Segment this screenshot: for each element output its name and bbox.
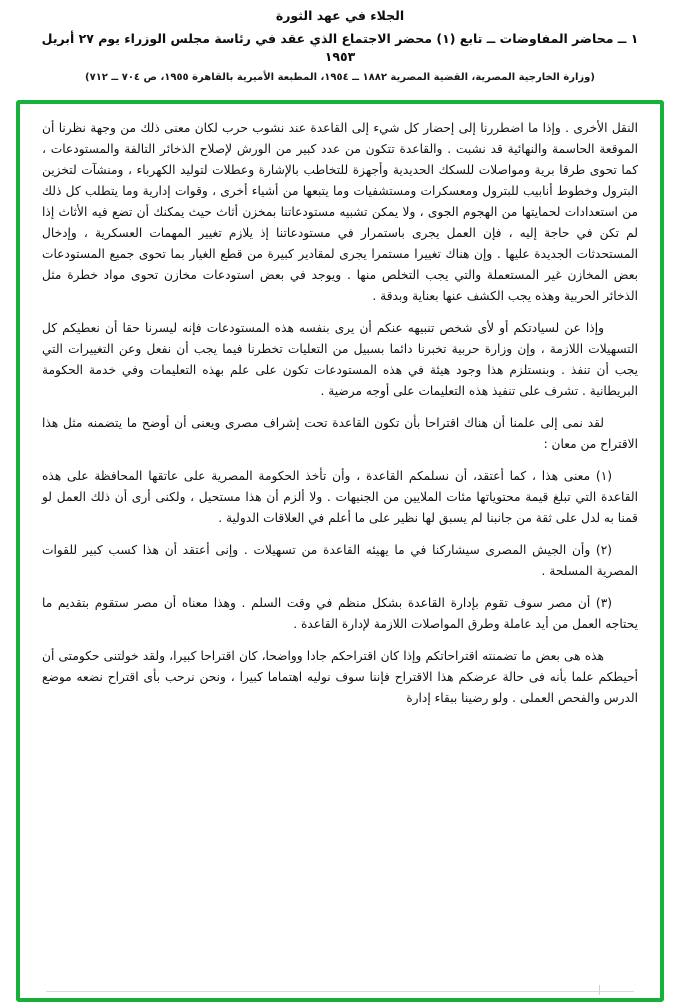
paragraph-2: وإذا عن لسيادتكم أو لأى شخص تنبيهه عنكم أن يرى بنفسه هذه المستودعات فإنه ليسرنا حقا أن نعطيكم كل التسهيلات اللازمة ، وإن وزارة حربية تخبرنا دائما بسبيل من التعليات تخطرنا فيما يجب أن نفعل وعن التغييرات التي يجب أن تنفذ . وبنستلزم هذا وجود هيئة في هذه المستودعات تكون على علم بهذه التعليمات وفي خدمة الحكومة البريطانية . تشرف على تنفيذ هذه التعليمات على أوجه مرضية .: [42, 320, 638, 398]
page-edge-tick: [599, 985, 600, 995]
page-bottom-divider: [46, 991, 634, 992]
green-highlight-frame: [16, 100, 664, 1002]
paragraph-4: هذه هى بعض ما تضمنته اقتراحاتكم وإذا كان اقتراحكم جادا وواضحا، كان اقتراحا كبيرا، ولقد خولتنى حكومتى أن أحيطكم علما بأنه فى حالة عرضكم هذا الاقتراح فإننا سوف نوليه اهتماما كبيرا ، ونحن نرحب بأى اقتراح نضعه موضع الدرس والفحص العملى . ولو رضينا ببقاء إدارة: [42, 648, 638, 705]
paragraph-item-2: (٢) وأن الجيش المصرى سيشاركنا في ما يهيئه القاعدة من تسهيلات . وإنى أعتقد أن هذا كسب كبير للقوات المصرية المسلحة .: [42, 542, 638, 578]
page-header: [0, 0, 680, 85]
page-title: الجلاء في عهد الثورة: [275, 8, 405, 23]
paragraph-3: لقد نمى إلى علمنا أن هناك اقتراحا بأن تكون القاعدة تحت إشراف مصرى ويعنى أن أوضح ما يتضمنه مثل هذا الاقتراح من معان :: [42, 415, 638, 451]
paragraph-1: النقل الأخرى . وإذا ما اضطررنا إلى إحضار كل شيء إلى القاعدة عند نشوب حرب لكان معنى ذلك من وجهة نظرنا أن الموقعة الحاسمة والنهائية قد نشبت . والقاعدة تتكون من عدد كبير من الورش لإصلاح الذخائر التالفة والمستودعات ، كما تحوى طرقا برية ومواصلات للسكك الحديدية وأجهزة للتخاطب بالإشارة وعطلات لتوليد الكهرباء ، ومنشآت لتخزين البترول وخطوط أنابيب للبترول ومعسكرات ومستشفيات وما يتبعها من أشياء أخرى ، وقوات إدارية وما يتطلب كل ذلك من استعدادات لحمايتها من الهجوم الجوى ، ولا يمكن تشبيه مستودعاتنا بمخزن أثاث حيث يمكنك أن تضع فيه الأثاث إذا لم تكن في حاجة إليه ، فإن العمل يجرى باستمرار في مستودعاتنا إذ يلازم تغيير المهمات العسكرية ، وإدخال المستحدثات الجديدة عليها . وإن هناك تغييرا مستمرا يجرى لمقادير كبيرة من قطع الغيار بما تحوى جميع المستودعات بعض المخازن غير المستعملة والتي يجب التخلص منها . ويوجد في بعض استودعات مخازن تحوى مواد خطرة مثل الذخائر الحربية وهذه يجب الكشف عنها بعناية وبدقة .: [42, 121, 638, 303]
document-body: [20, 104, 660, 998]
document-source-citation: (وزارة الخارجية المصرية، القضية المصرية ١٨٨٢ ــ ١٩٥٤، المطبعة الأميرية بالقاهرة ١٩٥٥، ص ٧٠٤ ــ ٧١٢): [85, 72, 595, 84]
paragraph-item-3: (٣) أن مصر سوف تقوم بإدارة القاعدة بشكل منظم في وقت السلم . وهذا معناه أن مصر ستقوم بتقديم ما يحتاجه العمل من أيد عاملة وطرق المواصلات اللازمة لإدارة القاعدة .: [42, 595, 638, 631]
paragraph-item-1: (١) معنى هذا ، كما أعتقد، أن نسلمكم القاعدة ، وأن تأخذ الحكومة المصرية على عاتقها المحافظة على هذه القاعدة التي تبلغ قيمة محتوياتها مئات الملايين من الجنيهات . ولا ألزم أن هذا مستحيل ، ولكنى أرى أن ذلك العمل لو قمنا به لدل على ثقة من جانبنا لم يسبق لها نظير على ما أعلم في العلاقات الدولية .: [42, 468, 638, 525]
document-subtitle: ١ ــ محاضر المفاوضات ــ تابع (١) محضر الاجتماع الذي عقد في رئاسة مجلس الوزراء يوم ٢٧ أبريل ١٩٥٣: [41, 31, 639, 65]
